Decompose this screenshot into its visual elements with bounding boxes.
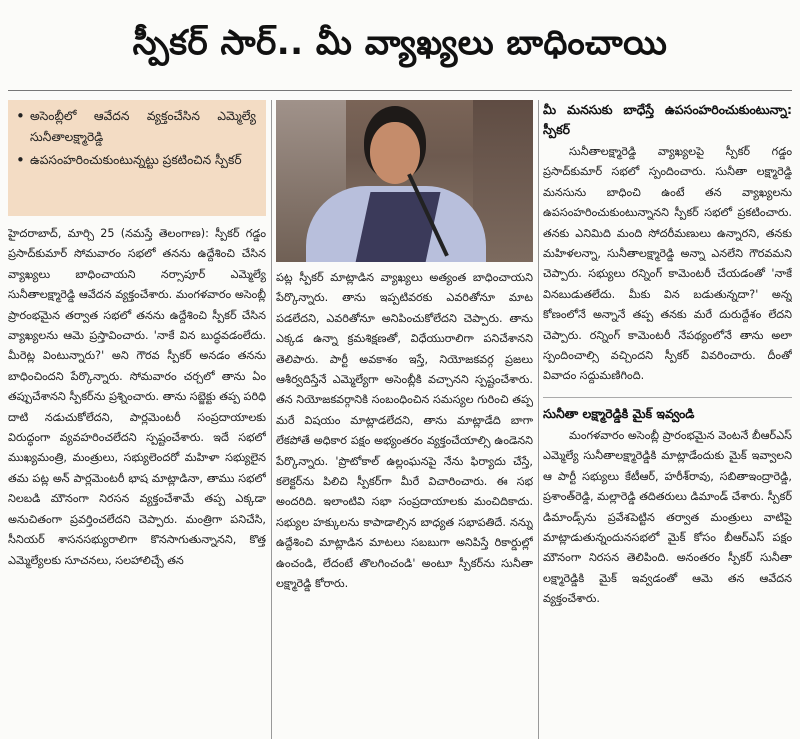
bullet-icon: •: [16, 151, 25, 169]
column-divider: [271, 100, 272, 739]
article-column-2: [276, 100, 533, 739]
article-column-3: [543, 100, 792, 739]
paragraph: సునీతాలక్ష్మారెడ్డి వ్యాఖ్యలపై స్పీకర్ గడ్డం ప్రసాద్‌కుమార్ సభలో స్పందించారు. సునీతా లక్ష్మారెడ్డి మనసును బాధించి ఉంటే తన వ్యాఖ్యలను ఉపసంహరించుకుంటున్నానని స్పీకర్ సభలో ప్రకటించారు. తనకు ఎనిమిది మంది సోదరీమణులు ఉన్నారని, తనకు మహిళలన్నా, సునీతాలక్ష్మారెడ్డి అన్నా ఎనలేని గౌరవమని చెప్పారు. సభ్యులు రన్నింగ్ కామెంటరీ చేయడంతో 'నాకే వినబుడుతలేదు. మీకు విన బడుతున్నదా?' అన్న కోణంలోనే అన్నానే తప్ప తనకు మరే దురుద్దేశం లేదని చెప్పారు. రన్నింగ్ కామెంటరీ నేపథ్యంలోనే తాను అలా స్పందించాల్సి వచ్చిందని స్పీకర్ వివరించారు. దీంతో వివాదం సద్దుమణిగింది.: [543, 145, 792, 383]
column-divider: [538, 100, 539, 739]
paragraph: [8, 224, 266, 571]
headline: స్పీకర్ సార్.. మీ వ్యాఖ్యలు బాధించాయి: [8, 4, 792, 91]
subheading: మీ మనసుకు బాధేస్తే ఉపసంహరించుకుంటున్నా: స్పీకర్: [543, 102, 792, 137]
bullet-icon: •: [16, 107, 25, 125]
highlight-text: అసెంబ్లీలో ఆవేదన వ్యక్తంచేసిన ఎమ్మెల్యే సునీతాలక్ష్మారెడ్డి: [30, 109, 256, 144]
subheading: సునీతా లక్ష్మారెడ్డికి మైక్ ఇవ్వండి: [543, 397, 792, 424]
paragraph: పట్ల స్పీకర్ మాట్లాడిన వ్యాఖ్యలు అత్యంత బాధించాయని పేర్కొన్నారు. తాను ఇప్పటివరకు ఎవరితోనూ మాట పడలేదని, ఎవరితోనూ అనిపించుకోలేదని చెప్పారు. తాను ఎక్కడ ఉన్నా క్రమశిక్షణతో, విధేయురాలిగా పనిచేశానని తెలిపారు. పార్టీ అవకాశం ఇస్తే, నియోజకవర్గ ప్రజలు ఆశీర్వదిస్తేనే ఎమ్మెల్యేగా అసెంబ్లీకి వచ్చానని స్పష్టంచేశారు. తన నియోజకవర్గానికి సంబంధించిన సమస్యల గురించి తప్ప మరే విషయం మాట్లాడలేదని, తాను మాట్లాడేది బాగా లేకపోతే అధికార పక్షం అభ్యంతరం వ్యక్తంచేయాల్సి ఉండెనని పేర్కొన్నారు. 'ప్రొటోకాల్ ఉల్లంఘనపై నేను ఫిర్యాదు చేస్తే, కలెక్టర్‌ను పిలిచి స్పీకర్‌గా మీరే విచారించారు. ఈ సభ అందరిది. ఇలాంటివి సభా సంప్రదాయాలకు మంచిదికాదు. సభ్యుల హక్కులను కాపాడాల్సిన బాధ్యత సభాపతిదే. నన్ను ఉద్దేశించి మాట్లాడిన మాటలు సబబుగా అనిపిస్తే రికార్డుల్లో ఉంచండి, లేదంటే తొలగించండి' అంటూ స్పీకర్‌ను సునీతా లక్ష్మారెడ్డి కోరారు.: [276, 271, 533, 591]
article-columns: [8, 100, 792, 739]
highlight-item: [16, 150, 256, 171]
article-column-1: [8, 100, 266, 739]
dateline: హైదరాబాద్, మార్చి 25 (నమస్తే తెలంగాణ):: [8, 227, 209, 240]
speaking-woman-photo: [276, 100, 533, 262]
highlight-box: [8, 100, 266, 216]
highlight-item: [16, 106, 256, 148]
body-text: స్పీకర్ గడ్డం ప్రసాద్‌కుమార్ సోమవారం సభలో తనను ఉద్దేశించి చేసిన వ్యాఖ్యలు బాధించాయని నర్సాపూర్ ఎమ్మెల్యే సునీతాలక్ష్మారెడ్డి ఆవేదన వ్యక్తంచేశారు. మంగళవారం అసెంబ్లీ ప్రారంభమైన తర్వాత సభలో తనను ఉద్దేశించి స్పీకర్ చేసిన వ్యాఖ్యలను ఆమె ప్రస్తావించారు. 'నాకే విన బుద్ధవడంలేదు. మీరెట్ల వింటున్నారు?' అని గౌరవ స్పీకర్ అనడం తనను బాధించిందని పేర్కొన్నారు. సోమవారం చర్చలో తాను ఏం తప్పుచేశానని స్పీకర్‌ను ప్రశ్నించారు. తాను సబ్జెక్టు తప్ప పరిధి దాటి నడుచుకోలేదని, పార్లమెంటరీ సంప్రదాయాలకు విరుద్ధంగా వ్యవహరించలేదని స్పష్టంచేశారు. ఇదే సభలో ముఖ్యమంత్రి, మంత్రులు, సభ్యులెందరో మహిళా సభ్యులైన తమ పట్ల అన్ పార్లమెంటరీ భాష మాట్లాడినా, తాము సభలో నిలబడి మౌనంగా నిరసన వ్యక్తంచేశామే తప్ప ఎక్కడా అనుచితంగా ప్రవర్తించలేదని చెప్పారు. మంత్రిగా పనిచేసి, సీనియర్ శాసనసభ్యురాలిగా కొనసాగుతున్నానని, కొత్త ఎమ్మెల్యేలకు సూచనలు, సలహాలిచ్చే తన: [8, 227, 266, 567]
paragraph: మంగళవారం అసెంబ్లీ ప్రారంభమైన వెంటనే బీఆర్‌ఎస్ ఎమ్మెల్యే సునీతాలక్ష్మారెడ్డికి మాట్లాడేందుకు మైక్ ఇవ్వాలని ఆ పార్టీ సభ్యులు కేటీఆర్, హరీశ్‌రావు, సబితాఇంద్రారెడ్డి, ప్రశాంత్‌రెడ్డి, మల్లారెడ్డి తదితరులు డిమాండ్ చేశారు. స్పీకర్ డిమాండ్స్‌ను ప్రవేశపెట్టిన తర్వాత మంత్రులు వాటిపై మాట్లాడుతున్నందునసభలో మైక్ కోసం బీఆర్‌ఎస్ పక్షం మౌనంగా నిరసన తెలిపింది. అనంతరం స్పీకర్ సునీతా లక్ష్మారెడ్డికి మైక్ ఇవ్వడంతో ఆమె తన ఆవేదన వ్యక్తంచేశారు.: [543, 428, 792, 606]
highlight-text: ఉపసంహరించుకుంటున్నట్టు ప్రకటించిన స్పీకర్: [30, 153, 242, 167]
